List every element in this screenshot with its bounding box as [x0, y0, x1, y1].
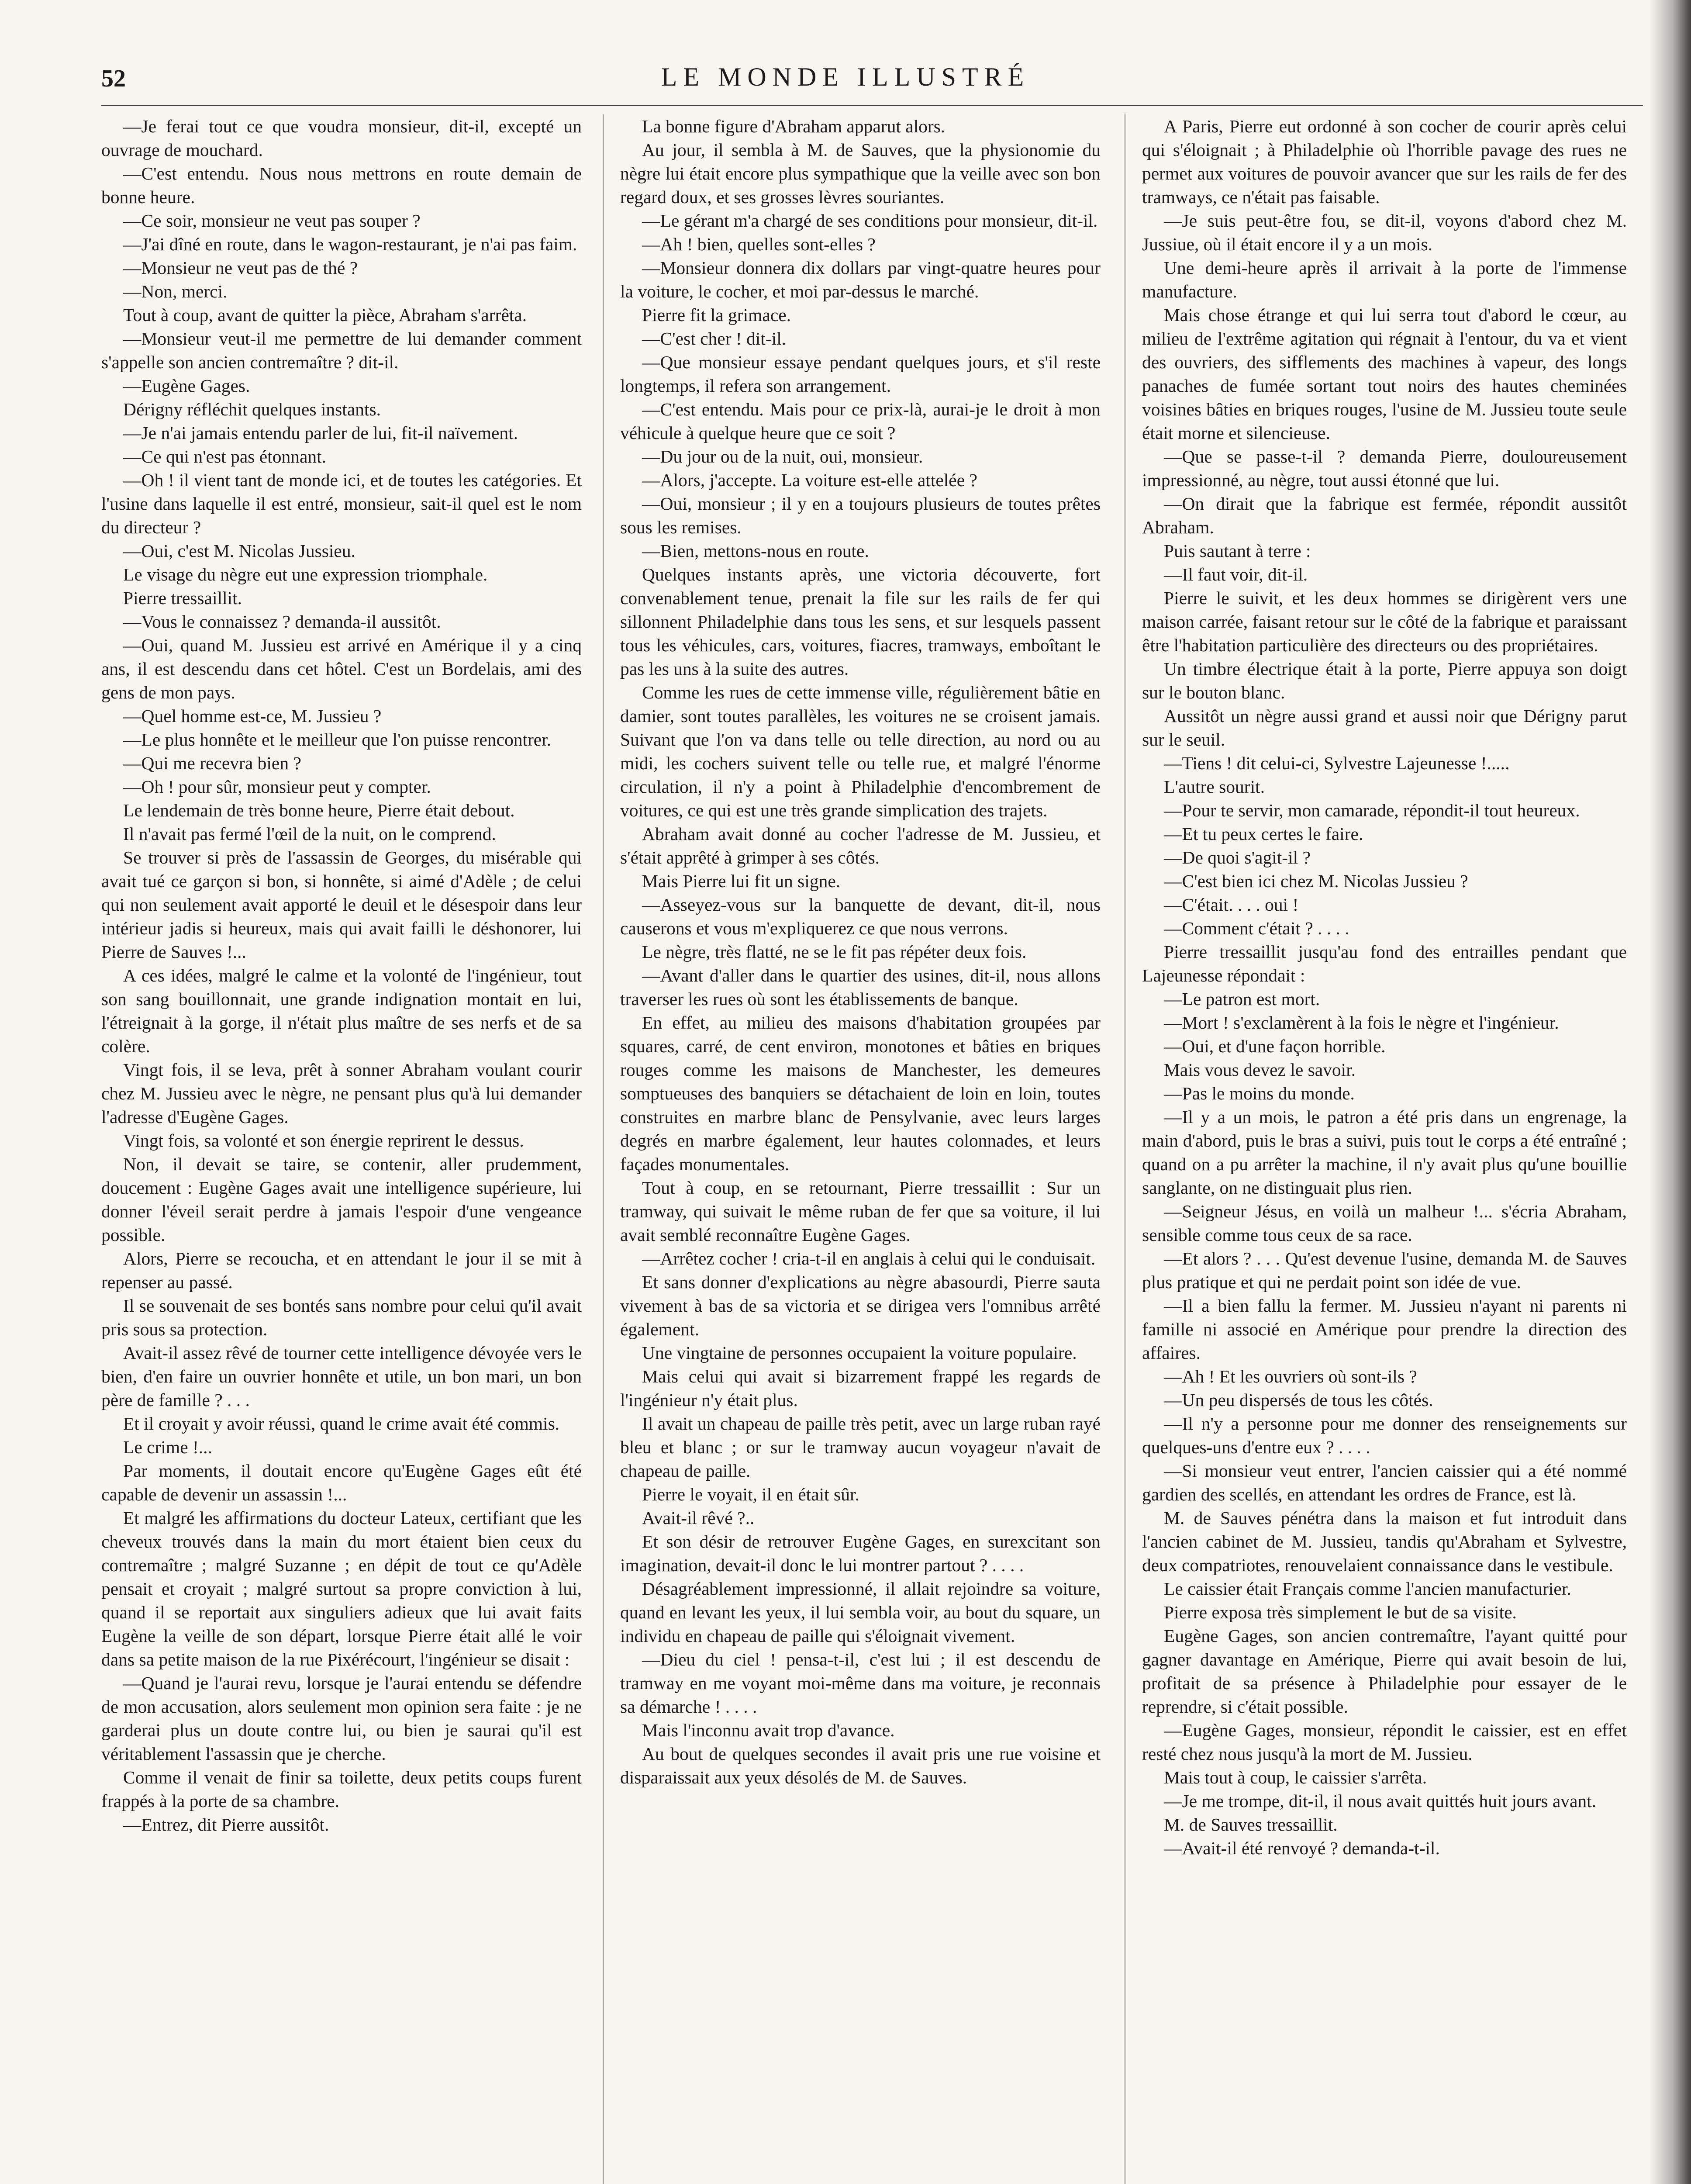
paragraph: Il n'avait pas fermé l'œil de la nuit, on le comprend. — [123, 824, 496, 844]
paragraph: —Si monsieur veut entrer, l'ancien caissier qui a été nommé gardien des scellés, en attendant les ordres de France, est là. — [1142, 1461, 1627, 1504]
paragraph: Abraham avait donné au cocher l'adresse de M. Jussieu, et s'était apprêté à grimper à ses côtés. — [620, 824, 1101, 867]
paragraph: —Je ferai tout ce que voudra monsieur, dit-il, excepté un ouvrage de mouchard. — [101, 116, 582, 160]
journal-title: LE MONDE ILLUSTRÉ — [661, 62, 1030, 91]
paragraph: —C'est entendu. Nous nous mettrons en route demain de bonne heure. — [101, 163, 582, 207]
paragraph: Le crime !... — [123, 1437, 212, 1457]
paragraph: Avait-il rêvé ?.. — [642, 1508, 755, 1528]
paragraph: Un timbre électrique était à la porte, Pierre appuya son doigt sur le bouton blanc. — [1142, 659, 1627, 702]
paragraph: Mais l'inconnu avait trop d'avance. — [642, 1720, 895, 1740]
paragraph: M. de Sauves tressaillit. — [1164, 1814, 1338, 1835]
paragraph: Pierre fit la grimace. — [642, 305, 791, 325]
paragraph: —Arrêtez cocher ! cria-t-il en anglais à celui qui le conduisait. — [642, 1248, 1096, 1268]
paragraph: L'autre sourit. — [1164, 777, 1265, 797]
paragraph: —Que monsieur essaye pendant quelques jours, et s'il reste longtemps, il refera son arrangement. — [620, 352, 1101, 396]
header-rule — [101, 105, 1643, 106]
paragraph: —Que se passe-t-il ? demanda Pierre, douloureusement impressionné, au nègre, tout aussi étonné que lui. — [1142, 446, 1627, 490]
paragraph: A ces idées, malgré le calme et la volonté de l'ingénieur, tout son sang bouillonnait, une grande indignation montait en lui, l'étreignait à la gorge, il n'était plus maître de ses nerfs et de sa colère. — [101, 965, 582, 1056]
paragraph: —Entrez, dit Pierre aussitôt. — [123, 1814, 329, 1835]
paragraph: —Tiens ! dit celui-ci, Sylvestre Lajeunesse !..... — [1164, 753, 1510, 773]
paragraph: M. de Sauves pénétra dans la maison et fut introduit dans l'ancien cabinet de M. Jussieu, tandis qu'Abraham et Sylvestre, deux compatriotes, renouvelaient connaissance dans le vestibule. — [1142, 1508, 1627, 1575]
paragraph: —Pas le moins du monde. — [1164, 1083, 1355, 1103]
paragraph: —Avait-il été renvoyé ? demanda-t-il. — [1164, 1838, 1440, 1858]
text-column-3 — [1142, 114, 1627, 2184]
paragraph: Au bout de quelques secondes il avait pris une rue voisine et disparaissait aux yeux désolés de M. de Sauves. — [620, 1744, 1101, 1787]
paragraph: —Et alors ? . . . Qu'est devenue l'usine, demanda M. de Sauves plus pratique et qui ne perdait point son idée de vue. — [1142, 1248, 1627, 1292]
paragraph: Il se souvenait de ses bontés sans nombre pour celui qu'il avait pris sous sa protection. — [101, 1296, 582, 1339]
paragraph: —Oui, et d'une façon horrible. — [1164, 1036, 1386, 1056]
paragraph: Par moments, il doutait encore qu'Eugène Gages eût été capable de devenir un assassin !... — [101, 1461, 582, 1504]
paragraph: Aussitôt un nègre aussi grand et aussi noir que Dérigny parut sur le seuil. — [1142, 706, 1627, 750]
paragraph: En effet, au milieu des maisons d'habitation groupées par squares, carré, de cent environ, monotones et bâties en briques rouges comme les maisons de Manchester, les demeures somptueuses des banquiers se détachaient de loin en loin, toutes construites en marbre blanc de Pensylvanie, avec leurs larges degrés en marbre également, leur hautes colonnades, et leurs façades monumentales. — [620, 1013, 1101, 1174]
paragraph: —C'est entendu. Mais pour ce prix-là, aurai-je le droit à mon véhicule à quelque heure que ce soit ? — [620, 399, 1101, 443]
paragraph: Quelques instants après, une victoria découverte, fort convenablement tenue, prenait la file sur les rails de fer qui sillonnent Philadelphie dans tous les sens, et sur lesquels passent tous les véhicules, cars, voitures, fiacres, tramways, emboîtant le pas les uns à la suite des autres. — [620, 564, 1101, 679]
paragraph: —Ce qui n'est pas étonnant. — [123, 446, 327, 467]
paragraph: —Avant d'aller dans le quartier des usines, dit-il, nous allons traverser les rues où sont les établissements de banque. — [620, 965, 1101, 1009]
paragraph: —Quel homme est-ce, M. Jussieu ? — [123, 706, 382, 726]
paragraph: —On dirait que la fabrique est fermée, répondit aussitôt Abraham. — [1142, 494, 1627, 537]
paragraph: Une demi-heure après il arrivait à la porte de l'immense manufacture. — [1142, 258, 1627, 301]
paragraph: —Non, merci. — [123, 281, 228, 301]
paragraph: —De quoi s'agit-il ? — [1164, 847, 1311, 867]
column-divider — [603, 114, 604, 2184]
paragraph: Il avait un chapeau de paille très petit, avec un large ruban rayé bleu et blanc ; or sur le tramway aucun voyageur n'avait de chapeau de paille. — [620, 1413, 1101, 1481]
paragraph: Dérigny réfléchit quelques instants. — [123, 399, 381, 419]
page-binding-shadow — [1650, 0, 1691, 2184]
paragraph: —Oui, monsieur ; il y en a toujours plusieurs de toutes prêtes sous les remises. — [620, 494, 1101, 537]
paragraph: —Eugène Gages, monsieur, répondit le caissier, est en effet resté chez nous jusqu'à la mort de M. Jussieu. — [1142, 1720, 1627, 1764]
paragraph: —Monsieur ne veut pas de thé ? — [123, 258, 358, 278]
paragraph: —Ah ! Et les ouvriers où sont-ils ? — [1164, 1366, 1417, 1386]
paragraph: —Il a bien fallu la fermer. M. Jussieu n'ayant ni parents ni famille ni associé en Amérique pour prendre la direction des affaires. — [1142, 1296, 1627, 1363]
paragraph: —Pour te servir, mon camarade, répondit-il tout heureux. — [1164, 800, 1580, 820]
paragraph: A Paris, Pierre eut ordonné à son cocher de courir après celui qui s'éloignait ; à Philadelphie où l'horrible pavage des rues ne permet aux voitures de pouvoir avancer que sur les rails de fer des tramways, ce n'était pas faisable. — [1142, 116, 1627, 207]
paragraph: —Le plus honnête et le meilleur que l'on puisse rencontrer. — [123, 729, 552, 750]
paragraph: Et son désir de retrouver Eugène Gages, en surexcitant son imagination, devait-il donc le lui montrer partout ? . . . . — [620, 1531, 1101, 1575]
paragraph: Pierre le voyait, il en était sûr. — [642, 1484, 859, 1504]
paragraph: —Je suis peut-être fou, se dit-il, voyons d'abord chez M. Jussiue, où il était encore il y a un mois. — [1142, 211, 1627, 254]
paragraph: Tout à coup, avant de quitter la pièce, Abraham s'arrêta. — [123, 305, 527, 325]
paragraph: Pierre le suivit, et les deux hommes se dirigèrent vers une maison carrée, faisant retour sur le côté de la fabrique et paraissant être l'habitation particulière des directeurs ou des propriétaires. — [1142, 588, 1627, 655]
paragraph: —Oui, c'est M. Nicolas Jussieu. — [123, 541, 355, 561]
paragraph: Puis sautant à terre : — [1164, 541, 1311, 561]
paragraph: —Je n'ai jamais entendu parler de lui, fit-il naïvement. — [123, 423, 518, 443]
paragraph: —Le gérant m'a chargé de ses conditions pour monsieur, dit-il. — [642, 211, 1098, 231]
paragraph: Au jour, il sembla à M. de Sauves, que la physionomie du nègre lui était encore plus sympathique que la veille avec son bon regard doux, et ses grosses lèvres souriantes. — [620, 140, 1101, 207]
paragraph: Comme il venait de finir sa toilette, deux petits coups furent frappés à la porte de sa chambre. — [101, 1767, 582, 1811]
paragraph: —Dieu du ciel ! pensa-t-il, c'est lui ; il est descendu de tramway en me voyant moi-même dans ma voiture, je reconnais sa démarche ! . . . . — [620, 1649, 1101, 1717]
paragraph: —Alors, j'accepte. La voiture est-elle attelée ? — [642, 470, 977, 490]
paragraph: Eugène Gages, son ancien contremaître, l'ayant quitté pour gagner davantage en Amérique, Pierre qui avait besoin de lui, profitait de sa présence à Philadelphie pour essayer de le reprendre, si c'était possible. — [1142, 1626, 1627, 1717]
paragraph: —Mort ! s'exclamèrent à la fois le nègre et l'ingénieur. — [1164, 1013, 1559, 1033]
paragraph: —Asseyez-vous sur la banquette de devant, dit-il, nous causerons et vous m'expliquerez ce que nous verrons. — [620, 895, 1101, 938]
paragraph: Pierre tressaillit jusqu'au fond des entrailles pendant que Lajeunesse répondait : — [1142, 942, 1627, 985]
paragraph: —Oh ! il vient tant de monde ici, et de toutes les catégories. Et l'usine dans laquelle il est entré, monsieur, sait-il quel est le nom du directeur ? — [101, 470, 582, 537]
paragraph: —Ce soir, monsieur ne veut pas souper ? — [123, 211, 421, 231]
paragraph: Mais chose étrange et qui lui serra tout d'abord le cœur, au milieu de l'extrême agitation qui régnait à l'entour, du va et vient des ouvriers, des sifflements des machines à vapeur, des longs panaches de fumée sortant tout noirs des hautes cheminées voisines bâties en briques rouges, l'usine de M. Jussieu toute seule était morne et silencieuse. — [1142, 305, 1627, 443]
paragraph: —Bien, mettons-nous en route. — [642, 541, 869, 561]
paragraph: Se trouver si près de l'assassin de Georges, du misérable qui avait tué ce garçon si bon, si honnête, si aimé d'Adèle ; de celui qui non seulement avait apporté le deuil et le désespoir dans leur intérieur jadis si heureux, mais qui avait failli le déshonorer, lui Pierre de Sauves !... — [101, 847, 582, 962]
paragraph: —Monsieur veut-il me permettre de lui demander comment s'appelle son ancien contremaître ? dit-il. — [101, 328, 582, 372]
paragraph: Tout à coup, en se retournant, Pierre tressaillit : Sur un tramway, qui suivait le même ruban de fer que sa voiture, il lui avait semblé reconnaître Eugène Gages. — [620, 1178, 1101, 1245]
paragraph: —Il faut voir, dit-il. — [1164, 564, 1308, 584]
paragraph: La bonne figure d'Abraham apparut alors. — [642, 116, 946, 136]
page-number: 52 — [101, 65, 126, 92]
paragraph: Une vingtaine de personnes occupaient la voiture populaire. — [642, 1343, 1077, 1363]
paragraph: —J'ai dîné en route, dans le wagon-restaurant, je n'ai pas faim. — [123, 234, 577, 254]
paragraph: —C'est bien ici chez M. Nicolas Jussieu ? — [1164, 871, 1468, 891]
paragraph: —Monsieur donnera dix dollars par vingt-quatre heures pour la voiture, le cocher, et moi par-dessus le marché. — [620, 258, 1101, 301]
paragraph: Désagréablement impressionné, il allait rejoindre sa voiture, quand en levant les yeux, il lui sembla voir, au bout du square, un individu en chapeau de paille qui s'éloignait vivement. — [620, 1579, 1101, 1646]
paragraph: Pierre tressaillit. — [123, 588, 242, 608]
text-column-2 — [620, 114, 1101, 2184]
paragraph: Le visage du nègre eut une expression triomphale. — [123, 564, 488, 584]
paragraph: —Seigneur Jésus, en voilà un malheur !... s'écria Abraham, sensible comme tous ceux de sa race. — [1142, 1201, 1627, 1245]
paragraph: —Vous le connaissez ? demanda-il aussitôt. — [123, 612, 441, 632]
paragraph: Vingt fois, il se leva, prêt à sonner Abraham voulant courir chez M. Jussieu avec le nègre, ne pensant plus qu'à lui demander l'adresse d'Eugène Gages. — [101, 1060, 582, 1127]
paragraph: Le nègre, très flatté, ne se le fit pas répéter deux fois. — [642, 942, 1027, 962]
paragraph: —Je me trompe, dit-il, il nous avait quittés huit jours avant. — [1164, 1791, 1597, 1811]
paragraph: Vingt fois, sa volonté et son énergie reprirent le dessus. — [123, 1130, 524, 1151]
paragraph: —Qui me recevra bien ? — [123, 753, 301, 773]
paragraph: Comme les rues de cette immense ville, régulièrement bâtie en damier, sont toutes parallèles, les voitures ne se croisent jamais. Suivant que l'on va dans telle ou telle direction, au nord ou au midi, les cochers suivent telle ou telle rue, et malgré l'énorme circulation, il n'y a point à Philadelphie d'encombrement de voitures, ce qui est une très grande simplication des trajets. — [620, 682, 1101, 820]
paragraph: —Oui, quand M. Jussieu est arrivé en Amérique il y a cinq ans, il est descendu dans cet hôtel. C'est un Bordelais, ami des gens de mon pays. — [101, 635, 582, 702]
paragraph: Mais celui qui avait si bizarrement frappé les regards de l'ingénieur n'y était plus. — [620, 1366, 1101, 1410]
paragraph: Alors, Pierre se recoucha, et en attendant le jour il se mit à repenser au passé. — [101, 1248, 582, 1292]
paragraph: Avait-il assez rêvé de tourner cette intelligence dévoyée vers le bien, d'en faire un ouvrier honnête et utile, un bon mari, un bon père de famille ? . . . — [101, 1343, 582, 1410]
paragraph: Non, il devait se taire, se contenir, aller prudemment, doucement : Eugène Gages avait une intelligence supérieure, lui donner l'éveil serait perdre à jamais l'espoir d'une vengeance possible. — [101, 1154, 582, 1245]
paragraph: Et malgré les affirmations du docteur Lateux, certifiant que les cheveux trouvés dans la main du mort étaient bien ceux du contremaître ; malgré Suzanne ; en dépit de tout ce qu'Adèle pensait et croyait ; malgré surtout sa propre conviction à lui, quand il se reportait aux singuliers adieux que lui avait faits Eugène la veille de son départ, lorsque Pierre était allé le voir dans sa petite maison de la rue Pixérécourt, l'ingénieur se disait : — [101, 1508, 582, 1669]
paragraph: —Un peu dispersés de tous les côtés. — [1164, 1390, 1433, 1410]
paragraph: —Et tu peux certes le faire. — [1164, 824, 1363, 844]
paragraph: Et il croyait y avoir réussi, quand le crime avait été commis. — [123, 1413, 560, 1434]
paragraph: —Du jour ou de la nuit, oui, monsieur. — [642, 446, 923, 467]
text-column-1 — [101, 114, 582, 2184]
paragraph: Mais Pierre lui fit un signe. — [642, 871, 841, 891]
paragraph: —Ah ! bien, quelles sont-elles ? — [642, 234, 876, 254]
paragraph: Mais tout à coup, le caissier s'arrêta. — [1164, 1767, 1427, 1787]
paragraph: —Oh ! pour sûr, monsieur peut y compter. — [123, 777, 431, 797]
paragraph: Et sans donner d'explications au nègre abasourdi, Pierre sauta vivement à bas de sa victoria et se dirigea vers l'omnibus arrêté également. — [620, 1272, 1101, 1339]
paragraph: —Quand je l'aurai revu, lorsque je l'aurai entendu se défendre de mon accusation, alors seulement mon opinion sera faite : je ne garderai plus un doute contre lui, ou bien je saurai qu'il est véritablement l'assassin que je cherche. — [101, 1673, 582, 1764]
paragraph: —Eugène Gages. — [123, 376, 250, 396]
paragraph: —C'était. . . . oui ! — [1164, 895, 1299, 915]
paragraph: —Le patron est mort. — [1164, 989, 1320, 1009]
paragraph: —Comment c'était ? . . . . — [1164, 918, 1349, 938]
paragraph: —C'est cher ! dit-il. — [642, 328, 787, 349]
paragraph: Mais vous devez le savoir. — [1164, 1060, 1356, 1080]
paragraph: —Il y a un mois, le patron a été pris dans un engrenage, la main d'abord, puis le bras a suivi, puis tout le corps a été entraîné ; quand on a pu arrêter la machine, il n'y avait plus qu'une bouillie sanglante, on ne distinguait plus rien. — [1142, 1107, 1627, 1198]
paragraph: Le lendemain de très bonne heure, Pierre était debout. — [123, 800, 515, 820]
paragraph: Le caissier était Français comme l'ancien manufacturier. — [1164, 1579, 1571, 1599]
paragraph: —Il n'y a personne pour me donner des renseignements sur quelques-uns d'entre eux ? . . . . — [1142, 1413, 1627, 1457]
paragraph: Pierre exposa très simplement le but de sa visite. — [1164, 1602, 1517, 1622]
